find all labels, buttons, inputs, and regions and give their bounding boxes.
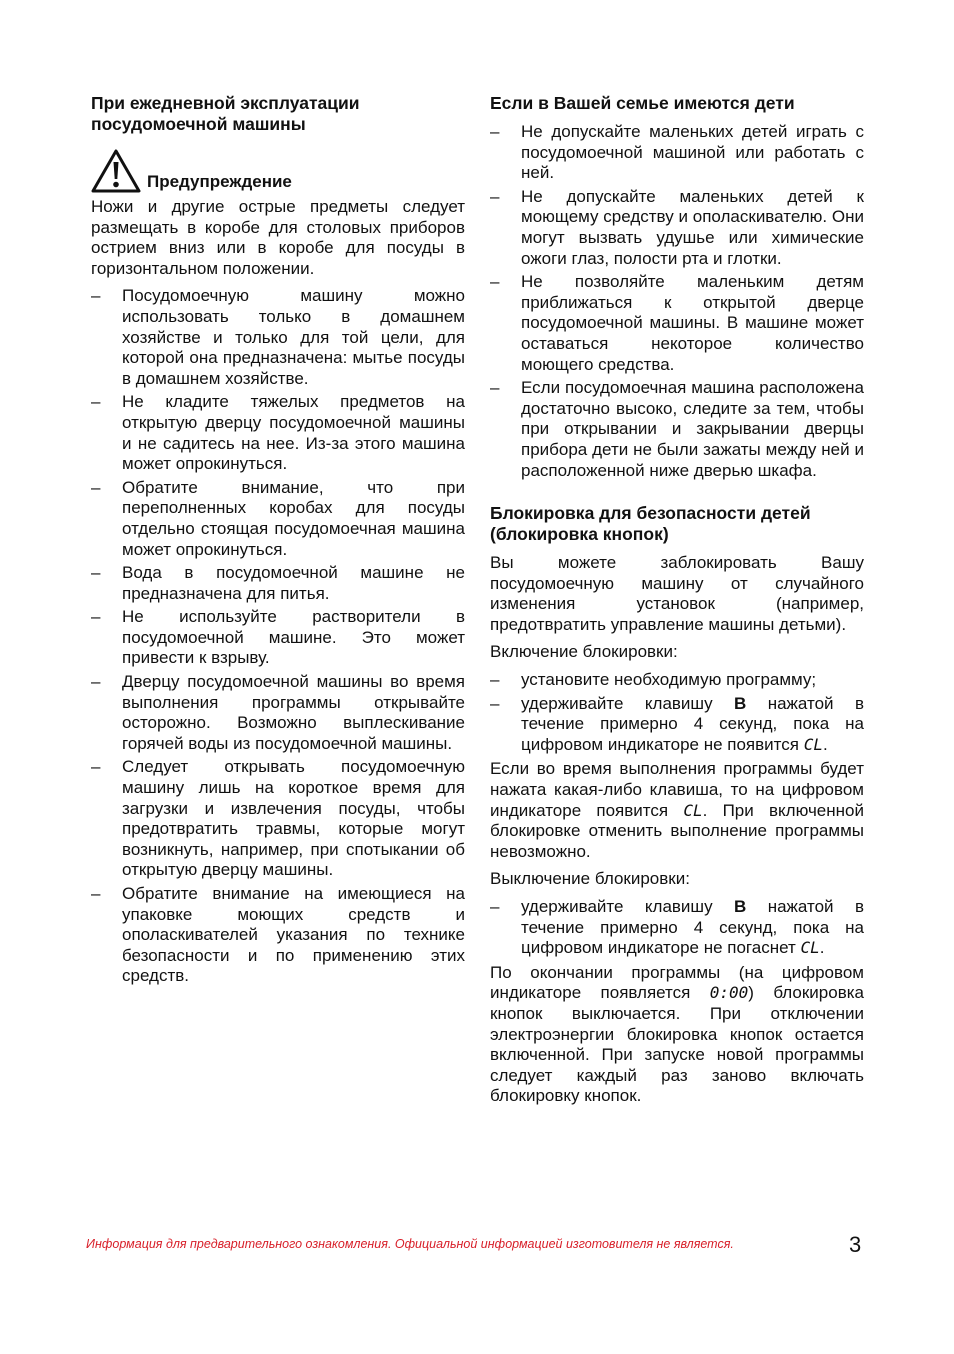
children-list (490, 122, 864, 481)
list-item: – удерживайте клавишу B нажатой в течение примерно 4 секунд, пока на цифровом индикаторе не появится CL. (490, 693, 864, 754)
warning-triangle-icon (91, 149, 141, 193)
list-item: – Дверцу посудомоечной машины во время выполнения программы открывайте осторожно. Возможно выплескивание горячей воды из посудомоечной машины. (91, 672, 465, 753)
page-number: 3 (849, 1232, 862, 1257)
list-item: – установите необходимую программу; (490, 670, 817, 690)
list-item: – Обратите внимание на имеющиеся на упаковке моющих средств и ополаскивателей указания по технике безопасности и по применению этих средств. (91, 884, 465, 986)
program-end-text: По окончании программы (на цифровом индикаторе появляется 0:00) блокировка кнопок выключается. При отключении электроэнергии блокировка кнопок остается включенной. При запуске новой программы следует каждый раз заново включать блокировку кнопок. (490, 962, 865, 1106)
section-heading-children: Если в Вашей семье имеются дети (490, 93, 795, 113)
child-lock-intro: Вы можете заблокировать Вашу посудомоечную машину от случайного изменения установок (например, предотвратить управление машины детьми). (490, 553, 864, 634)
list-item: – Не используйте растворители в посудомоечной машине. Это может привести к взрыву. (91, 607, 465, 668)
list-item: – Посудомоечную машину можно использовать только в домашнем хозяйстве и только для той цели, для которой она предназначена: мытье посуды в домашнем хозяйстве. (91, 286, 465, 388)
footer-disclaimer: Информация для предварительного ознакомления. Официальной информацией изготовителя не является. (86, 1237, 734, 1251)
list-item: – удерживайте клавишу B нажатой в течение примерно 4 секунд, пока на цифровом индикаторе не погаснет CL. (490, 897, 864, 958)
list-item: – Вода в посудомоечной машине не предназначена для питья. (91, 563, 465, 603)
list-item: – Не допускайте маленьких детей играть с посудомоечной машиной или работать с ней. (490, 122, 864, 183)
list-item: – Не допускайте маленьких детей к моющему средству и ополаскивателю. Они могут вызвать удушье или химические ожоги глаз, полости рта и глотки. (490, 186, 864, 268)
list-item: – Не позволяйте маленьким детям приближаться к открытой дверце посудомоечной машины. В машине может оставаться некоторое количество моющего средства. (490, 272, 864, 374)
key-b-label: B (734, 897, 747, 916)
display-code-cl: CL (683, 800, 703, 820)
disable-lock-steps (490, 897, 864, 959)
display-code-cl: CL (800, 938, 820, 958)
display-code-0-00: 0:00 (709, 983, 749, 1003)
warning-text: Ножи и другие острые предметы следует размещать в коробе для столовых приборов острием вниз или в коробе для посуды в горизонтальном положении. (91, 197, 465, 278)
safety-list (91, 286, 465, 987)
list-item: – Если посудомоечная машина расположена достаточно высоко, следите за тем, чтобы при открывании и закрывании дверцы прибора дети не были зажаты между ней и расположенной ниже дверью шкафа. (490, 378, 864, 480)
list-item: – Обратите внимание, что при переполненных коробах для посуды отдельно стоящая посудомоечная машина может опрокинуться. (91, 477, 465, 559)
warning-header (91, 149, 465, 193)
list-item: – Не кладите тяжелых предметов на открытую дверцу посудомоечной машины и не садитесь на нее. Из-за этого машина может опрокинуться. (91, 392, 465, 474)
list-item: – Следует открывать посудомоечную машину лишь на короткое время для загрузки и извлечения посуды, чтобы предотвратить травмы, которые могут возникнуть, например, при спотыкании об открытую дверцу машины. (91, 757, 465, 880)
section-heading-daily-use: При ежедневной эксплуатации посудомоечной машины (91, 93, 360, 134)
disable-lock-label: Выключение блокировки: (490, 869, 690, 889)
display-code-cl: CL (803, 734, 823, 754)
key-b-label: B (734, 693, 747, 713)
during-program-text: Если во время выполнения программы будет нажата какая-либо клавиша, то на цифровом индикаторе появится CL. При включенной блокировке отменить выполнение программы невозможно. (490, 759, 864, 861)
enable-lock-label: Включение блокировки: (490, 642, 678, 662)
enable-lock-steps (490, 670, 864, 755)
section-heading-child-lock: Блокировка для безопасности детей (блокировка кнопок) (490, 503, 811, 545)
right-column (490, 93, 864, 1114)
warning-title: Предупреждение (147, 172, 292, 191)
left-column (91, 93, 465, 991)
